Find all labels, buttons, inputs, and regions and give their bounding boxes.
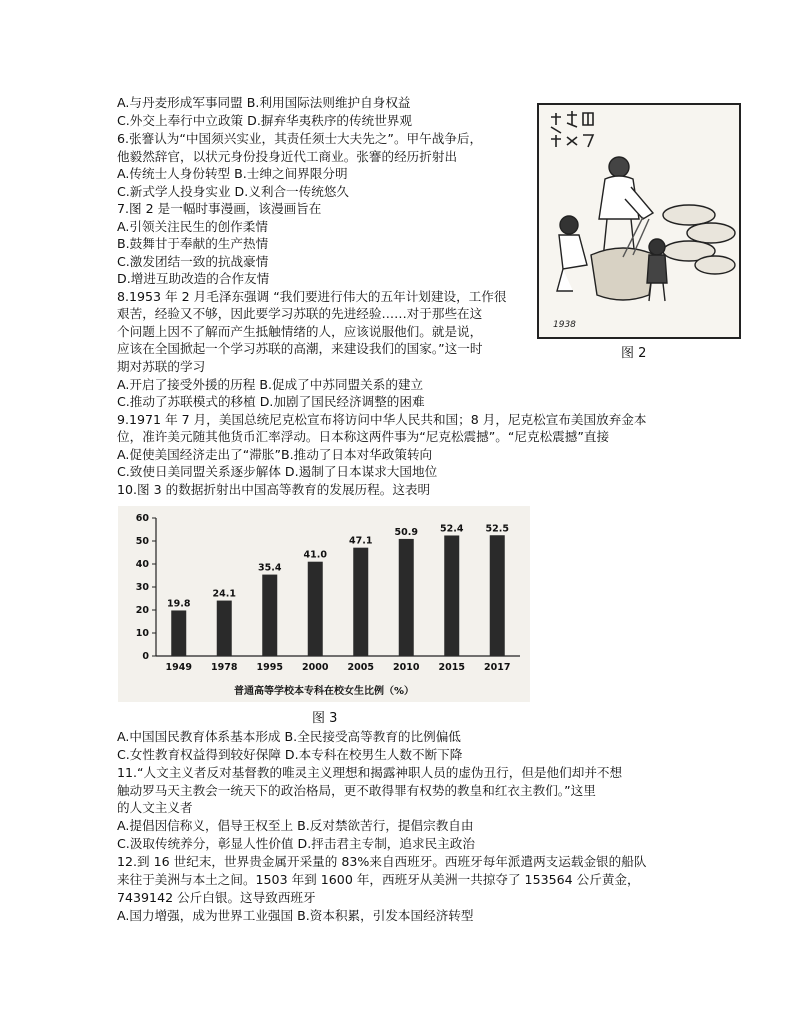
x-tick-label: 1995: [256, 662, 283, 673]
x-tick-label: 2010: [393, 662, 420, 673]
chart-x-label: 普通高等学校本专科在校女生比例（%）: [233, 686, 415, 697]
child-figure: [647, 239, 667, 301]
line-34: A.国力增强，成为世界工业强国 B.资本积累，引发本国经济转型: [117, 908, 474, 923]
bar-1949: [171, 610, 186, 656]
bar-2005: [353, 548, 368, 656]
line-4: 他毅然辞官，以状元身份投身近代工商业。张謇的经历折射出: [117, 149, 458, 164]
bar-1995: [262, 575, 277, 656]
x-tick-label: 1949: [165, 662, 192, 673]
cartoon-figure: [537, 103, 741, 339]
line-26: 11.“人文主义者反对基督教的唯灵主义理想和揭露神职人员的虚伪丑行，但是他们却并不想: [117, 765, 623, 780]
line-15: 应该在全国掀起一个学习苏联的高潮，来建设我们的国家。”这一时: [117, 341, 483, 356]
line-2: C.外交上奉行中立政策 D.摒弃华夷秩序的传统世界观: [117, 113, 412, 128]
grain-sacks: [663, 205, 735, 274]
grain-basket: [591, 217, 655, 300]
cartoon-year: 1938: [553, 320, 576, 330]
line-14: 个问题上因不了解而产生抵触情绪的人，应该说服他们。就是说，: [117, 324, 483, 339]
y-tick-label: 20: [135, 605, 149, 616]
line-11: D.增进互助改造的合作友情: [117, 271, 270, 286]
x-tick-label: 1978: [211, 662, 238, 673]
line-32: 来往于美洲与本土之间。1503 年到 1600 年，西班牙从美洲一共掠夺了 153564 公斤黄金，: [117, 872, 640, 887]
x-tick-label: 2015: [438, 662, 465, 673]
line-6: C.新式学人投身实业 D.义利合一传统悠久: [117, 184, 350, 199]
cartoon-drawing: [539, 105, 739, 337]
bar-2010: [399, 539, 414, 656]
line-5: A.传统士人身份转型 B.士绅之间界限分明: [117, 166, 348, 181]
line-1: A.与丹麦形成军事同盟 B.利用国际法则维护自身权益: [117, 95, 411, 110]
y-tick-label: 30: [135, 582, 149, 593]
line-10: C.激发团结一致的抗战豪情: [117, 254, 269, 269]
bar-value-label: 35.4: [258, 562, 282, 574]
chart-svg: [118, 506, 530, 702]
bar-value-label: 41.0: [303, 549, 327, 561]
line-30: C.汲取传统养分，彰显人性价值 D.抨击君主专制，追求民主政治: [117, 836, 475, 851]
bar-2000: [308, 562, 323, 656]
x-tick-label: 2005: [347, 662, 374, 673]
line-33: 7439142 公斤白银。这导致西班牙: [117, 890, 316, 905]
line-20: 位，准许美元随其他货币汇率浮动。日本称这两件事为“尼克松震撼”。“尼克松震撼”直接: [117, 429, 610, 444]
line-21: A.促使美国经济走出了“滞胀”B.推动了日本对华政策转向: [117, 447, 433, 462]
bar-2017: [490, 535, 505, 656]
bar-value-label: 52.5: [485, 523, 509, 535]
x-tick-label: 2000: [302, 662, 329, 673]
line-29: A.提倡因信称义，倡导王权至上 B.反对禁欲苦行，提倡宗教自由: [117, 818, 474, 833]
y-tick-label: 50: [135, 536, 149, 547]
handwritten-title: [551, 111, 593, 147]
bar-value-label: 50.9: [394, 526, 418, 538]
line-24: A.中国国民教育体系基本形成 B.全民接受高等教育的比例偏低: [117, 729, 461, 744]
bar-value-label: 47.1: [349, 535, 373, 547]
standing-figure: [599, 157, 653, 259]
y-tick-label: 0: [142, 651, 149, 662]
x-tick-label: 2017: [484, 662, 511, 673]
bar-value-label: 19.8: [167, 598, 191, 610]
line-8: A.引领关注民生的创作柔情: [117, 219, 268, 234]
line-13: 艰苦，经验又不够，因此要学习苏联的先进经验……对于那些在这: [117, 306, 483, 321]
y-tick-label: 60: [135, 513, 149, 524]
line-3: 6.张謇认为“中国须兴实业，其责任须士大夫先之”。甲午战争后，: [117, 131, 483, 146]
bar-1978: [217, 601, 232, 656]
line-27: 触动罗马天主教会一统天下的政治格局，更不敢得罪有权势的教皇和红衣主教们。”这里: [117, 783, 596, 798]
line-22: C.致使日美同盟关系逐步解体 D.遏制了日本谋求大国地位: [117, 464, 438, 479]
line-18: C.推动了苏联模式的移植 D.加剧了国民经济调整的困难: [117, 394, 425, 409]
y-tick-label: 40: [135, 559, 149, 570]
bar-2015: [444, 535, 459, 656]
line-28: 的人文主义者: [117, 800, 193, 815]
kneeling-figure: [557, 216, 587, 291]
figure-2-caption: 图 2: [621, 346, 647, 361]
line-19: 9.1971 年 7 月，美国总统尼克松宣布将访问中华人民共和国；8 月，尼克松宣布美国放弃金本: [117, 412, 647, 427]
line-12: 8.1953 年 2 月毛泽东强调 “我们要进行伟大的五年计划建设，工作很: [117, 289, 507, 304]
line-9: B.鼓舞甘于奉献的生产热情: [117, 236, 269, 251]
line-31: 12.到 16 世纪末，世界贵金属开采量的 83%来自西班牙。西班牙每年派遣两支运载金银的船队: [117, 854, 647, 869]
bar-value-label: 24.1: [212, 588, 236, 600]
female-enrollment-chart: [118, 506, 530, 702]
line-16: 期对苏联的学习: [117, 359, 206, 374]
figure-3-caption: 图 3: [312, 711, 338, 726]
line-17: A.开启了接受外援的历程 B.促成了中苏同盟关系的建立: [117, 377, 424, 392]
line-25: C.女性教育权益得到较好保障 D.本专科在校男生人数不断下降: [117, 747, 463, 762]
line-23: 10.图 3 的数据折射出中国高等教育的发展历程。这表明: [117, 482, 431, 497]
bar-value-label: 52.4: [440, 523, 464, 535]
line-7: 7.图 2 是一幅时事漫画，该漫画旨在: [117, 201, 322, 216]
y-tick-label: 10: [135, 628, 149, 639]
